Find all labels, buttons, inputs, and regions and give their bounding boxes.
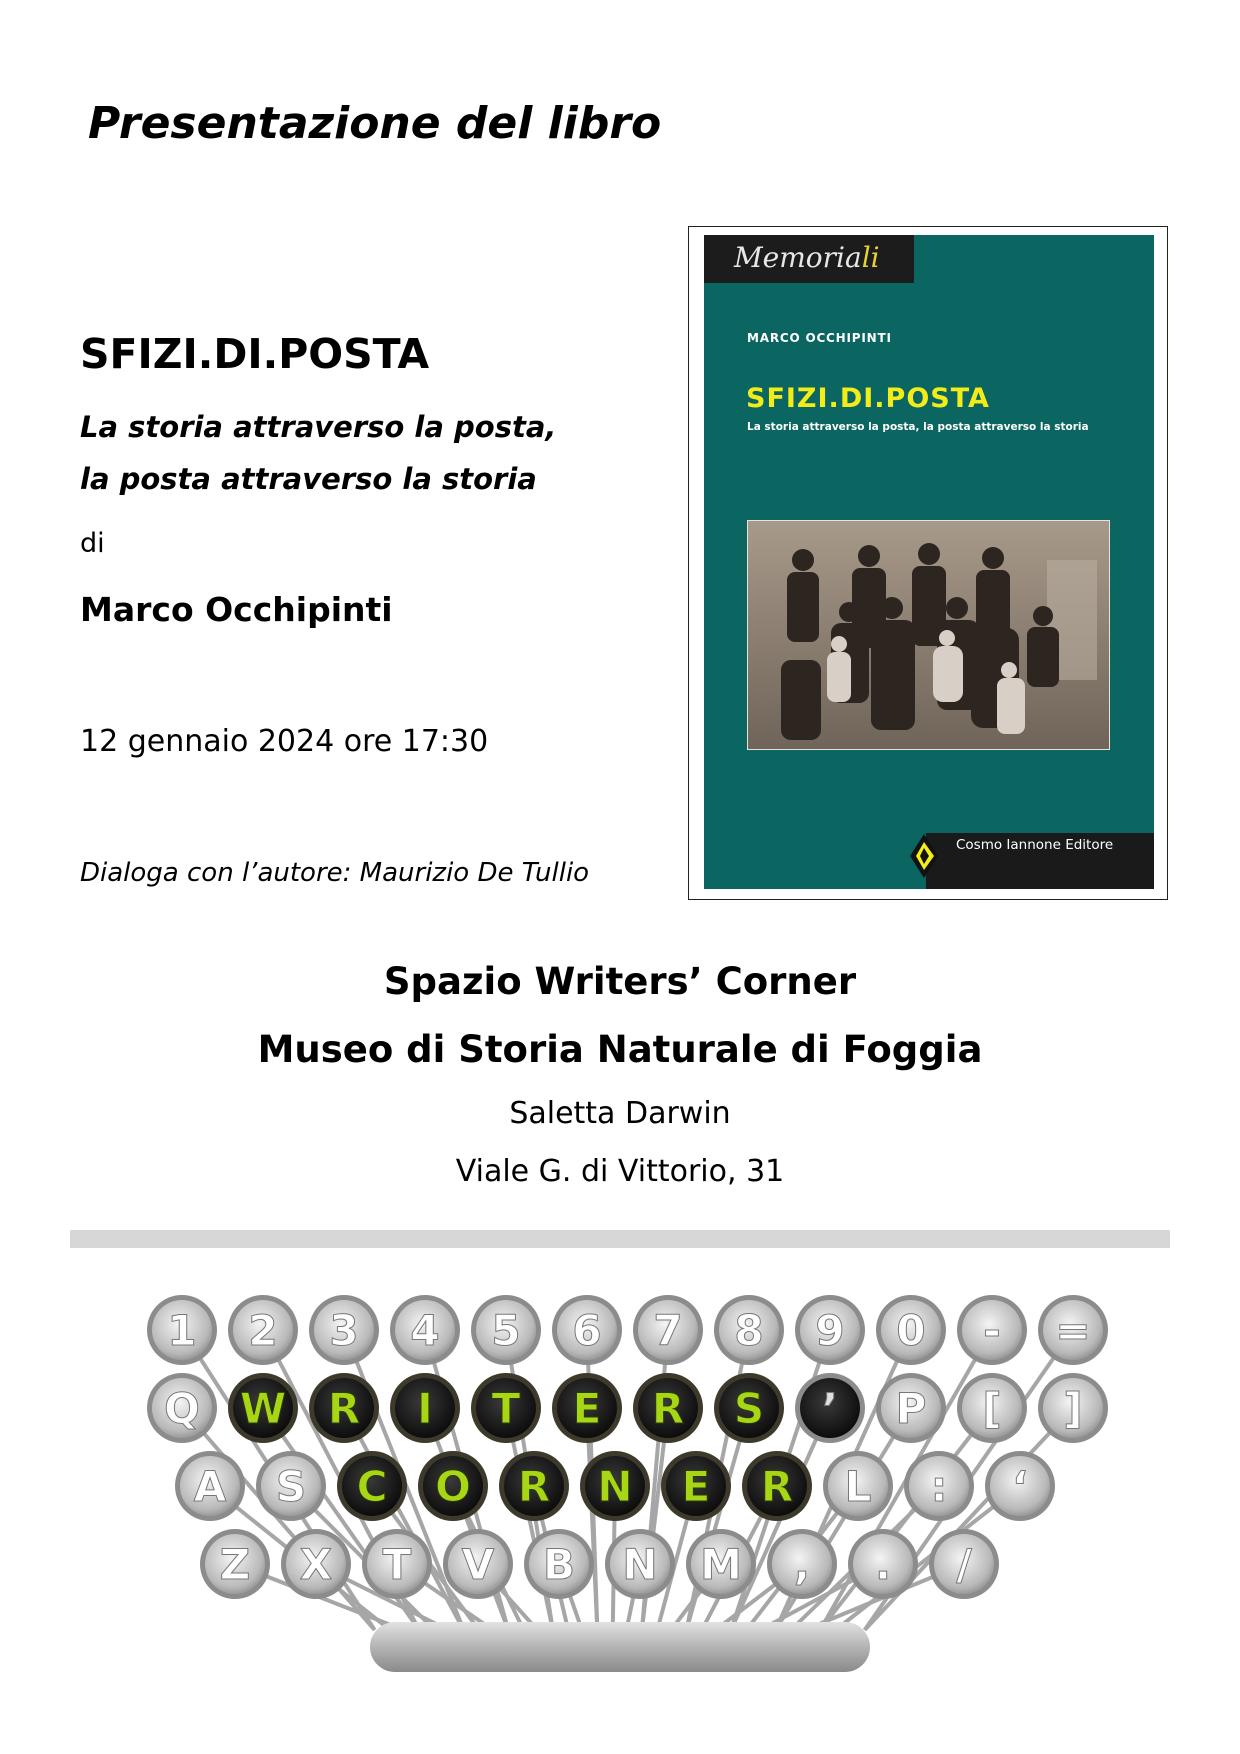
key-1-0 bbox=[147, 1373, 217, 1443]
key-0-10 bbox=[957, 1295, 1027, 1365]
key-1-7 bbox=[714, 1373, 784, 1443]
key-label: I bbox=[417, 1384, 433, 1433]
key-label: T bbox=[382, 1540, 412, 1589]
key-0-1 bbox=[228, 1295, 298, 1365]
key-3-4 bbox=[524, 1529, 594, 1599]
book-subtitle-line-1: La storia attraverso la posta, bbox=[80, 410, 557, 444]
key-0-4 bbox=[471, 1295, 541, 1365]
key-3-1 bbox=[281, 1529, 351, 1599]
key-3-7 bbox=[767, 1529, 837, 1599]
key-1-3 bbox=[390, 1373, 460, 1443]
key-label: L bbox=[844, 1462, 872, 1511]
book-cover bbox=[704, 235, 1154, 889]
key-label: - bbox=[983, 1306, 1001, 1355]
key-label: S bbox=[275, 1462, 307, 1511]
key-label: [ bbox=[982, 1384, 1002, 1433]
key-2-6 bbox=[661, 1451, 731, 1521]
venue-name: Spazio Writers’ Corner bbox=[383, 960, 857, 1003]
key-0-3 bbox=[390, 1295, 460, 1365]
key-label: B bbox=[542, 1540, 576, 1589]
key-3-9 bbox=[929, 1529, 999, 1599]
key-label: M bbox=[700, 1540, 742, 1589]
venue-museum: Museo di Storia Naturale di Foggia bbox=[257, 1028, 983, 1071]
key-1-8 bbox=[795, 1373, 865, 1443]
key-0-9 bbox=[876, 1295, 946, 1365]
key-label: S bbox=[733, 1384, 765, 1433]
key-1-5 bbox=[552, 1373, 622, 1443]
key-2-10 bbox=[985, 1451, 1055, 1521]
key-1-6 bbox=[633, 1373, 703, 1443]
key-label: R bbox=[760, 1462, 794, 1511]
key-label: C bbox=[356, 1462, 388, 1511]
key-label: 8 bbox=[734, 1306, 764, 1355]
key-label: = bbox=[1055, 1306, 1091, 1355]
key-1-1 bbox=[228, 1373, 298, 1443]
book-subtitle-line-2: la posta attraverso la storia bbox=[80, 462, 537, 496]
key-0-11 bbox=[1038, 1295, 1108, 1365]
key-label: P bbox=[895, 1384, 927, 1433]
venue-room: Saletta Darwin bbox=[509, 1096, 731, 1131]
key-label: 6 bbox=[572, 1306, 602, 1355]
key-label: E bbox=[572, 1384, 602, 1433]
key-label: X bbox=[299, 1540, 333, 1589]
key-3-3 bbox=[443, 1529, 513, 1599]
key-label: 1 bbox=[167, 1306, 197, 1355]
key-3-2 bbox=[362, 1529, 432, 1599]
key-label: N bbox=[622, 1540, 658, 1589]
key-2-1 bbox=[256, 1451, 326, 1521]
key-label: N bbox=[597, 1462, 633, 1511]
by-label: di bbox=[80, 528, 105, 559]
key-label: E bbox=[681, 1462, 711, 1511]
key-0-8 bbox=[795, 1295, 865, 1365]
series-name-main: Memoria bbox=[734, 241, 862, 274]
event-date-time: 12 gennaio 2024 ore 17:30 bbox=[80, 724, 489, 759]
key-label: 7 bbox=[653, 1306, 683, 1355]
key-0-7 bbox=[714, 1295, 784, 1365]
typewriter-keyboard-logo bbox=[70, 1230, 1170, 1730]
key-label: R bbox=[327, 1384, 361, 1433]
top-bar bbox=[70, 1230, 1170, 1248]
space-bar bbox=[370, 1622, 870, 1672]
key-0-0 bbox=[147, 1295, 217, 1365]
key-3-6 bbox=[686, 1529, 756, 1599]
key-0-5 bbox=[552, 1295, 622, 1365]
key-label: W bbox=[239, 1384, 287, 1433]
series-name bbox=[734, 241, 880, 274]
key-label: Q bbox=[164, 1384, 200, 1433]
key-label: : bbox=[930, 1462, 948, 1511]
key-1-9 bbox=[876, 1373, 946, 1443]
cover-title: SFIZI.DI.POSTA bbox=[746, 383, 990, 414]
key-label: 4 bbox=[410, 1306, 440, 1355]
key-label: Z bbox=[219, 1540, 251, 1589]
book-title: SFIZI.DI.POSTA bbox=[80, 330, 430, 378]
cover-subtitle: La storia attraverso la posta, la posta attraverso la storia bbox=[747, 421, 1089, 433]
publisher-logo-icon bbox=[908, 832, 940, 880]
key-label: 5 bbox=[491, 1306, 521, 1355]
key-label: . bbox=[875, 1540, 891, 1589]
dialogue-moderator: Dialoga con l’autore: Maurizio De Tullio bbox=[80, 858, 590, 888]
key-3-8 bbox=[848, 1529, 918, 1599]
key-0-6 bbox=[633, 1295, 703, 1365]
key-3-5 bbox=[605, 1529, 675, 1599]
key-2-0 bbox=[175, 1451, 245, 1521]
cover-author: MARCO OCCHIPINTI bbox=[747, 331, 892, 345]
key-2-4 bbox=[499, 1451, 569, 1521]
key-1-2 bbox=[309, 1373, 379, 1443]
key-1-10 bbox=[957, 1373, 1027, 1443]
key-label: T bbox=[491, 1384, 521, 1433]
key-label: , bbox=[794, 1540, 810, 1589]
key-label: 3 bbox=[329, 1306, 359, 1355]
key-1-4 bbox=[471, 1373, 541, 1443]
key-3-0 bbox=[200, 1529, 270, 1599]
key-label: 2 bbox=[248, 1306, 278, 1355]
key-1-11 bbox=[1038, 1373, 1108, 1443]
key-2-5 bbox=[580, 1451, 650, 1521]
key-2-8 bbox=[823, 1451, 893, 1521]
author-name: Marco Occhipinti bbox=[80, 590, 393, 629]
key-2-3 bbox=[418, 1451, 488, 1521]
key-label: R bbox=[517, 1462, 551, 1511]
venue-address: Viale G. di Vittorio, 31 bbox=[455, 1154, 785, 1189]
key-2-9 bbox=[904, 1451, 974, 1521]
key-label: ’ bbox=[822, 1384, 838, 1433]
key-2-7 bbox=[742, 1451, 812, 1521]
publisher-name: Cosmo Iannone Editore bbox=[956, 837, 1114, 853]
family-photo bbox=[747, 520, 1110, 750]
headline: Presentazione del libro bbox=[88, 98, 662, 149]
key-2-2 bbox=[337, 1451, 407, 1521]
key-label: / bbox=[956, 1540, 972, 1589]
key-label: 0 bbox=[896, 1306, 926, 1355]
key-0-2 bbox=[309, 1295, 379, 1365]
key-label: O bbox=[435, 1462, 471, 1511]
key-label: R bbox=[651, 1384, 685, 1433]
key-label: 9 bbox=[815, 1306, 845, 1355]
key-label: A bbox=[193, 1462, 227, 1511]
key-label: V bbox=[461, 1540, 495, 1589]
key-label: ‘ bbox=[1012, 1462, 1028, 1511]
series-name-accent: li bbox=[861, 241, 880, 274]
key-label: ] bbox=[1063, 1384, 1083, 1433]
